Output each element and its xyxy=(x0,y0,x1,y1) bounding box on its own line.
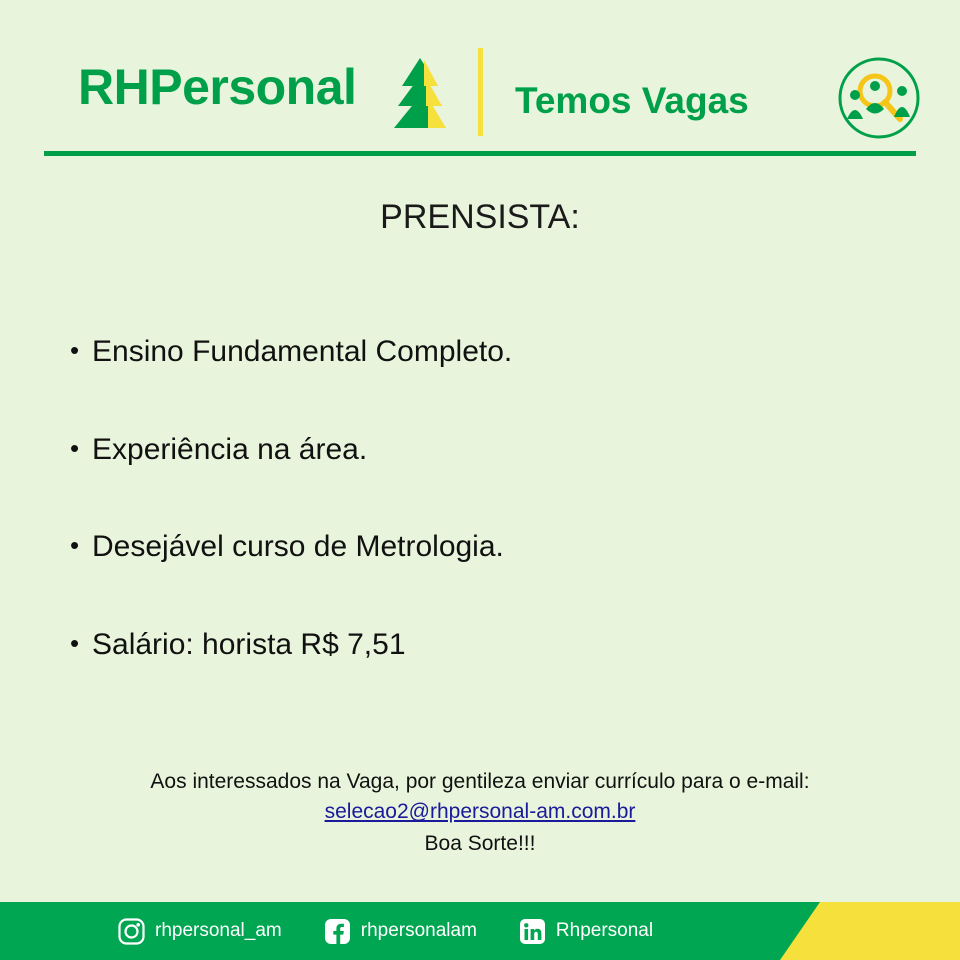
list-item-label: Desejável curso de Metrologia. xyxy=(92,530,504,563)
social-links xyxy=(118,902,653,960)
pine-tree-icon xyxy=(394,56,446,128)
page-title: PRENSISTA: xyxy=(380,198,580,236)
header-divider xyxy=(478,48,483,136)
poster-footer xyxy=(0,902,960,960)
footer-accent-shape xyxy=(780,902,960,960)
social-handle: Rhpersonal xyxy=(555,920,654,941)
bullet-icon: • xyxy=(70,335,80,365)
facebook-icon xyxy=(324,918,351,945)
bullet-icon: • xyxy=(70,432,80,463)
header-rule xyxy=(44,151,916,156)
list-item xyxy=(70,626,890,664)
magnifier-people-logo-icon xyxy=(838,57,920,139)
social-handle: rhpersonalam xyxy=(360,920,477,941)
instagram-icon xyxy=(118,918,145,945)
bullet-icon: • xyxy=(70,627,80,658)
social-handle: rhpersonal_am xyxy=(155,920,282,941)
social-link-linkedin[interactable] xyxy=(519,918,653,945)
header-tagline: Temos Vagas xyxy=(515,80,749,121)
contact-block xyxy=(110,767,850,859)
poster-header xyxy=(0,0,960,158)
list-item xyxy=(70,431,890,469)
linkedin-icon xyxy=(519,918,546,945)
social-link-instagram[interactable] xyxy=(118,918,282,945)
list-item-label: Salário: horista R$ 7,51 xyxy=(92,627,406,661)
brand-name: RHPersonal xyxy=(78,59,357,115)
list-item xyxy=(70,528,890,566)
contact-instructions: Aos interessados na Vaga, por gentileza enviar currículo para o e-mail: xyxy=(150,770,810,793)
closing-message: Boa Sorte!!! xyxy=(424,831,536,855)
list-item xyxy=(70,333,890,371)
list-item-label: Ensino Fundamental Completo. xyxy=(92,335,513,368)
list-item-label: Experiência na área. xyxy=(92,432,368,466)
bullet-icon: • xyxy=(70,530,80,560)
contact-email-link[interactable]: selecao2@rhpersonal-am.com.br xyxy=(324,800,636,824)
social-link-facebook[interactable] xyxy=(324,918,477,945)
requirements-list xyxy=(70,333,890,723)
